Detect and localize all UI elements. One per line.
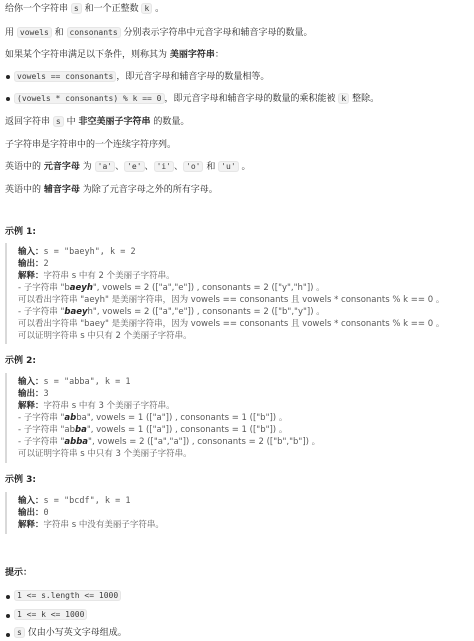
example-3-title: 示例 3: — [5, 475, 36, 485]
example-input — [18, 247, 136, 258]
code-vowel: 'e' — [124, 161, 144, 172]
explain-label: 解释： — [18, 520, 44, 530]
text: 中 — [63, 117, 79, 127]
text: 可以看出字符串 "baey" 是美丽字符串，因为 vowels == consonants 且 vowels * consonants % k == 0 。 — [18, 319, 445, 329]
text: 为 — [79, 162, 95, 172]
intro-line-6 — [5, 161, 251, 173]
text: - 子字符串 " — [18, 307, 65, 317]
output-label: 输出： — [18, 389, 44, 399]
code-vowel: 'o' — [183, 161, 203, 172]
output-label: 输出： — [18, 259, 44, 269]
text: 给你一个字符串 — [5, 4, 71, 14]
example-2-block — [5, 373, 473, 463]
explain-detail — [18, 425, 287, 436]
highlighted-substring: aeyh — [69, 283, 93, 293]
text: - 子字符串 " — [18, 413, 65, 423]
hints-title: 提示： — [5, 568, 33, 578]
bullet-dot — [6, 595, 10, 599]
text: 可以看出字符串 "aeyh" 是美丽字符串，因为 vowels == consonants 且 vowels * consonants % k == 0 。 — [18, 295, 445, 305]
text: 英语中的 — [5, 185, 44, 195]
output-value: 2 — [43, 259, 49, 269]
explain-detail — [18, 319, 444, 330]
text: ", vowels = 2 (["a","a"]) , consonants = 2 (["b","b"]) 。 — [88, 437, 321, 447]
text: ： — [214, 50, 224, 60]
input-label: 输入： — [18, 247, 44, 257]
text: h", vowels = 2 (["a","e"]) , consonants = 2 (["b","y"]) 。 — [87, 307, 325, 317]
text: ，即元音字母和辅音字母的数量相等。 — [116, 72, 270, 82]
text: 和一个正整数 — [81, 4, 142, 14]
code-s: s — [14, 627, 25, 638]
code-consonants: consonants — [67, 27, 121, 38]
intro-line-1 — [5, 3, 164, 15]
example-1-title: 示例 1: — [5, 227, 36, 237]
text: ba", vowels = 1 (["a"]) , consonants = 1 (["b"]) 。 — [76, 413, 288, 423]
explain-detail — [18, 295, 444, 306]
input-value: s = "bcdf", k = 1 — [43, 496, 131, 506]
text: - 子字符串 "b — [18, 283, 70, 293]
text: ，即元音字母和辅音字母的数量的乘积能被 — [164, 94, 339, 104]
highlighted-substring: baey — [64, 307, 88, 317]
code-constraint: 1 <= k <= 1000 — [14, 609, 87, 620]
intro-line-5 — [5, 139, 176, 151]
text: 。 — [152, 4, 165, 14]
explain-detail — [18, 331, 192, 342]
code-condition: vowels == consonants — [14, 71, 116, 82]
text: 英语中的 — [5, 162, 44, 172]
text: 、 — [174, 162, 184, 172]
highlighted-substring: ab — [64, 413, 77, 423]
example-explanation — [18, 520, 164, 531]
text: 可以证明字符串 s 中只有 2 个美丽子字符串。 — [18, 331, 192, 341]
text: - 子字符串 " — [18, 437, 65, 447]
text: 返回字符串 — [5, 117, 53, 127]
code-k: k — [338, 93, 349, 104]
text: 、 — [115, 162, 125, 172]
text: 为除了元音字母之外的所有字母。 — [79, 185, 218, 195]
bold-term: 美丽字符串 — [169, 50, 215, 60]
bold-term: 非空美丽子字符串 — [78, 117, 151, 127]
output-value: 3 — [43, 389, 49, 399]
example-output — [18, 389, 49, 400]
explain-text: 字符串 s 中有 2 个美丽子字符串。 — [43, 271, 175, 281]
explain-label: 解释： — [18, 401, 44, 411]
bold-term: 元音字母 — [43, 162, 80, 172]
explain-label: 解释： — [18, 271, 44, 281]
input-value: s = "baeyh", k = 2 — [43, 247, 136, 257]
code-vowel: 'i' — [154, 161, 174, 172]
code-s: s — [71, 3, 82, 14]
text: 分别表示字符串中元音字母和辅音字母的数量。 — [120, 28, 313, 38]
code-condition: (vowels * consonants) % k == 0 — [14, 93, 165, 104]
text: 子字符串是字符串中的一个连续字符序列。 — [5, 140, 177, 150]
intro-line-2 — [5, 27, 313, 39]
explain-detail — [18, 413, 287, 424]
intro-line-4 — [5, 116, 189, 128]
output-value: 0 — [43, 508, 49, 518]
text: 。 — [238, 162, 251, 172]
text: 、 — [144, 162, 154, 172]
hint-2 — [14, 609, 87, 621]
highlighted-substring: ba — [75, 425, 87, 435]
text: 和 — [51, 28, 67, 38]
code-vowels: vowels — [17, 27, 52, 38]
example-explanation — [18, 401, 175, 412]
text: ", vowels = 2 (["a","e"]) , consonants = 2 (["y","h"]) 。 — [92, 283, 325, 293]
intro-line-7 — [5, 184, 218, 196]
condition-1 — [14, 71, 269, 83]
example-output — [18, 259, 49, 270]
code-vowel: 'a' — [95, 161, 115, 172]
text: 的数量。 — [150, 117, 190, 127]
hint-3 — [14, 627, 127, 639]
example-1-block — [5, 243, 473, 344]
text: 和 — [203, 162, 219, 172]
highlighted-substring: abba — [64, 437, 89, 447]
text: 整除。 — [349, 94, 380, 104]
text: 可以证明字符串 s 中只有 3 个美丽子字符串。 — [18, 449, 192, 459]
example-output — [18, 508, 49, 519]
explain-text: 字符串 s 中没有美丽子字符串。 — [43, 520, 164, 530]
input-value: s = "abba", k = 1 — [43, 377, 131, 387]
explain-detail — [18, 283, 325, 294]
code-k: k — [141, 3, 152, 14]
code-constraint: 1 <= s.length <= 1000 — [14, 590, 121, 601]
output-label: 输出： — [18, 508, 44, 518]
bullet-dot — [6, 97, 10, 101]
code-s: s — [53, 116, 64, 127]
input-label: 输入： — [18, 377, 44, 387]
explain-detail — [18, 437, 320, 448]
condition-2 — [14, 93, 379, 105]
hint-1 — [14, 590, 121, 602]
text: 仅由小写英文字母组成。 — [24, 628, 127, 638]
intro-line-3 — [5, 49, 224, 61]
text: 如果某个字符串满足以下条件，则称其为 — [5, 50, 170, 60]
explain-detail — [18, 449, 192, 460]
example-3-block — [5, 492, 473, 534]
bullet-dot — [6, 614, 10, 618]
example-input — [18, 377, 131, 388]
bullet-dot — [6, 75, 10, 79]
text: - 子字符串 "ab — [18, 425, 75, 435]
bullet-dot — [6, 633, 10, 637]
text: 用 — [5, 28, 17, 38]
example-2-title: 示例 2: — [5, 356, 36, 366]
example-explanation — [18, 271, 175, 282]
explain-detail — [18, 307, 325, 318]
explain-text: 字符串 s 中有 3 个美丽子字符串。 — [43, 401, 175, 411]
bold-term: 辅音字母 — [43, 185, 80, 195]
text: ", vowels = 1 (["a"]) , consonants = 1 (["b"]) 。 — [86, 425, 288, 435]
code-vowel: 'u' — [218, 161, 238, 172]
input-label: 输入： — [18, 496, 44, 506]
example-input — [18, 496, 131, 507]
